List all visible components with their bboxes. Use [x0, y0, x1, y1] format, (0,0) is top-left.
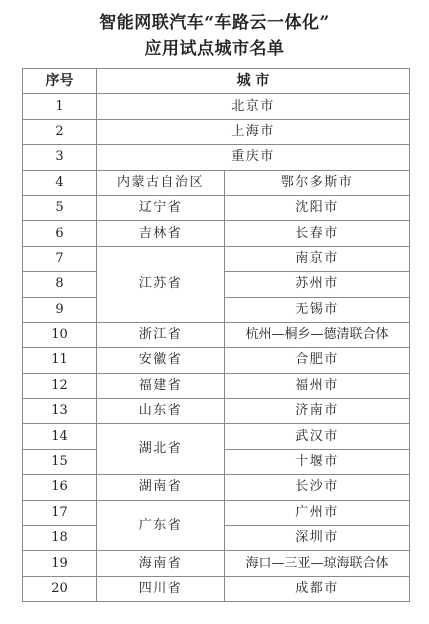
province-cell: 四川省: [97, 576, 225, 601]
row-number: 20: [23, 576, 97, 601]
city-cell: 广州市: [225, 500, 410, 525]
province-cell: 广东省: [97, 500, 225, 551]
province-cell: 辽宁省: [97, 195, 225, 220]
city-cell: 深圳市: [225, 526, 410, 551]
table-row: [23, 348, 410, 373]
city-cell: 十堰市: [225, 449, 410, 474]
table-row: [23, 322, 410, 347]
province-cell: 内蒙古自治区: [97, 170, 225, 195]
province-cell: 浙江省: [97, 322, 225, 347]
pilot-city-table: [22, 68, 410, 602]
table-row: [23, 246, 410, 271]
row-number: 1: [23, 94, 97, 119]
table-row: [23, 475, 410, 500]
province-cell: 福建省: [97, 373, 225, 398]
city-cell: 杭州—桐乡—德清联合体: [225, 322, 410, 347]
header-number: 序号: [23, 69, 97, 94]
province-cell: 湖南省: [97, 475, 225, 500]
row-number: 11: [23, 348, 97, 373]
city-cell: 福州市: [225, 373, 410, 398]
table-row: [23, 576, 410, 601]
row-number: 15: [23, 449, 97, 474]
city-cell: 武汉市: [225, 424, 410, 449]
province-cell: 湖北省: [97, 424, 225, 475]
table-header-row: [23, 69, 410, 94]
row-number: 10: [23, 322, 97, 347]
table-row: [23, 373, 410, 398]
city-cell: 无锡市: [225, 297, 410, 322]
document-title: 智能网联汽车“车路云一体化”: [99, 13, 330, 33]
row-number: 7: [23, 246, 97, 271]
row-number: 17: [23, 500, 97, 525]
table-row: [23, 399, 410, 424]
city-cell: 长沙市: [225, 475, 410, 500]
province-cell: 山东省: [97, 399, 225, 424]
city-cell: 重庆市: [97, 145, 410, 170]
province-cell: 安徽省: [97, 348, 225, 373]
row-number: 14: [23, 424, 97, 449]
table-row: [23, 551, 410, 576]
table-row: [23, 500, 410, 525]
header-city: 城 市: [97, 69, 410, 94]
table-row: [23, 170, 410, 195]
row-number: 3: [23, 145, 97, 170]
province-cell: 江苏省: [97, 246, 225, 322]
table-row: [23, 94, 410, 119]
city-cell: 南京市: [225, 246, 410, 271]
city-cell: 上海市: [97, 119, 410, 144]
row-number: 9: [23, 297, 97, 322]
city-cell: 沈阳市: [225, 195, 410, 220]
row-number: 18: [23, 526, 97, 551]
document-subtitle: 应用试点城市名单: [144, 39, 285, 59]
city-cell: 鄂尔多斯市: [225, 170, 410, 195]
row-number: 4: [23, 170, 97, 195]
city-cell: 北京市: [97, 94, 410, 119]
row-number: 5: [23, 195, 97, 220]
row-number: 8: [23, 272, 97, 297]
city-cell: 长春市: [225, 221, 410, 246]
city-cell: 合肥市: [225, 348, 410, 373]
table-row: [23, 119, 410, 144]
table-row: [23, 424, 410, 449]
row-number: 2: [23, 119, 97, 144]
table-row: [23, 195, 410, 220]
city-cell: 海口—三亚—琼海联合体: [225, 551, 410, 576]
row-number: 19: [23, 551, 97, 576]
city-cell: 成都市: [225, 576, 410, 601]
table-row: [23, 221, 410, 246]
city-cell: 济南市: [225, 399, 410, 424]
row-number: 6: [23, 221, 97, 246]
table-row: [23, 145, 410, 170]
province-cell: 吉林省: [97, 221, 225, 246]
row-number: 16: [23, 475, 97, 500]
province-cell: 海南省: [97, 551, 225, 576]
row-number: 12: [23, 373, 97, 398]
row-number: 13: [23, 399, 97, 424]
city-cell: 苏州市: [225, 272, 410, 297]
